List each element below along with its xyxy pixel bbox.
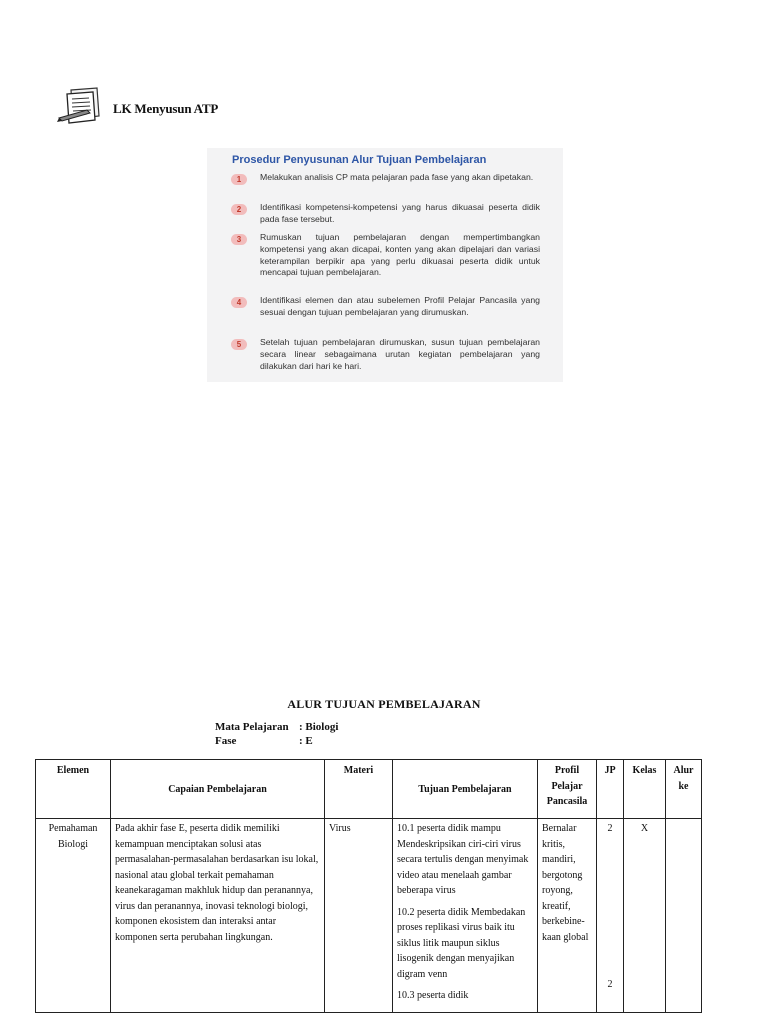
step-text: Melakukan analisis CP mata pelajaran pada fase yang akan dipetakan.	[260, 172, 534, 182]
jp-value: 2	[607, 823, 613, 834]
meta-mapel-label: Mata Pelajaran	[215, 721, 289, 733]
cell-alur	[666, 819, 702, 1013]
page-title: LK Menyusun ATP	[113, 101, 219, 116]
meta-fase-label: Fase	[215, 735, 237, 747]
worksheet-icon	[57, 86, 105, 126]
meta-fase-value: : E	[299, 735, 313, 747]
procedure-title: Prosedur Penyusunan Alur Tujuan Pembelajaran	[232, 154, 487, 166]
header-tujuan: Tujuan Pembelajaran	[393, 760, 538, 819]
header-jp: JP	[597, 760, 624, 819]
cell-capaian: Pada akhir fase E, peserta didik memiliki kemampuan menciptakan solusi atas permasalahan-permasalahan berdasarkan isu lokal, nasional atau global terkait pemahaman keanekaragaman makhluk hidup dan peranannya, virus dan peranannya, inovasi teknologi biologi, komponen ekosistem dan interaksi antar komponen serta perubahan lingkungan.	[111, 819, 325, 1013]
cell-materi: Virus	[325, 819, 393, 1013]
step-text: Identifikasi kompetensi-kompetensi yang harus dikuasai peserta didik pada fase tersebut.	[260, 202, 540, 224]
step-text: Setelah tujuan pembelajaran dirumuskan, susun tujuan pembelajaran secara linear sebagaimana urutan kegiatan pembelajaran yang dilakukan dari hari ke hari.	[260, 337, 540, 371]
header-profil: Profil Pelajar Pancasila	[538, 760, 597, 819]
tujuan-item: 10.2 peserta didik Membedakan proses replikasi virus baik itu siklus litik maupun siklus lisogenik dengan menyajikan digram venn	[397, 906, 526, 980]
meta-mapel-value: : Biologi	[299, 721, 339, 733]
procedure-panel	[207, 148, 563, 382]
jp-value: 2	[607, 978, 613, 990]
meta-fase	[215, 735, 313, 747]
step-text: Rumuskan tujuan pembelajaran dengan mempertimbangkan kompetensi yang akan dicapai, konten yang akan dipelajari dan variasi keterampilan berpikir apa yang perlu dikuasai peserta didik untuk mencapai tujuan pembelajaran.	[260, 232, 540, 278]
cell-tujuan	[393, 819, 538, 1013]
tujuan-item: 10.1 peserta didik mampu Mendeskripsikan ciri-ciri virus secara tertulis dengan menyimak video atau menelaah gambar beberapa virus	[397, 823, 529, 896]
table-row	[36, 819, 702, 1013]
step-text: Identifikasi elemen dan atau subelemen Profil Pelajar Pancasila yang sesuai dengan tujuan pembelajaran yang dirumuskan.	[260, 295, 540, 317]
header-capaian: Capaian Pembelajaran	[111, 760, 325, 819]
atp-table	[35, 759, 702, 1013]
cell-elemen: Pemahaman Biologi	[36, 819, 111, 1013]
cell-kelas: X	[624, 819, 666, 1013]
table-header-row	[36, 760, 702, 819]
step-number: 4	[231, 297, 247, 308]
step-number: 3	[231, 234, 247, 245]
cell-jp	[597, 819, 624, 1013]
header-elemen: Elemen	[36, 760, 111, 819]
step-number: 5	[231, 339, 247, 350]
header-alur: Alur ke	[666, 760, 702, 819]
header-materi: Materi	[325, 760, 393, 819]
tujuan-item: 10.3 peserta didik	[397, 990, 469, 1001]
meta-mapel	[215, 721, 338, 733]
cell-profil: Bernalar kritis, mandiri, bergotong royong, kreatif, berkebine-kaan global	[538, 819, 597, 1013]
header-kelas: Kelas	[624, 760, 666, 819]
step-number: 2	[231, 204, 247, 215]
step-number: 1	[231, 174, 247, 185]
atp-heading: ALUR TUJUAN PEMBELAJARAN	[287, 697, 481, 711]
